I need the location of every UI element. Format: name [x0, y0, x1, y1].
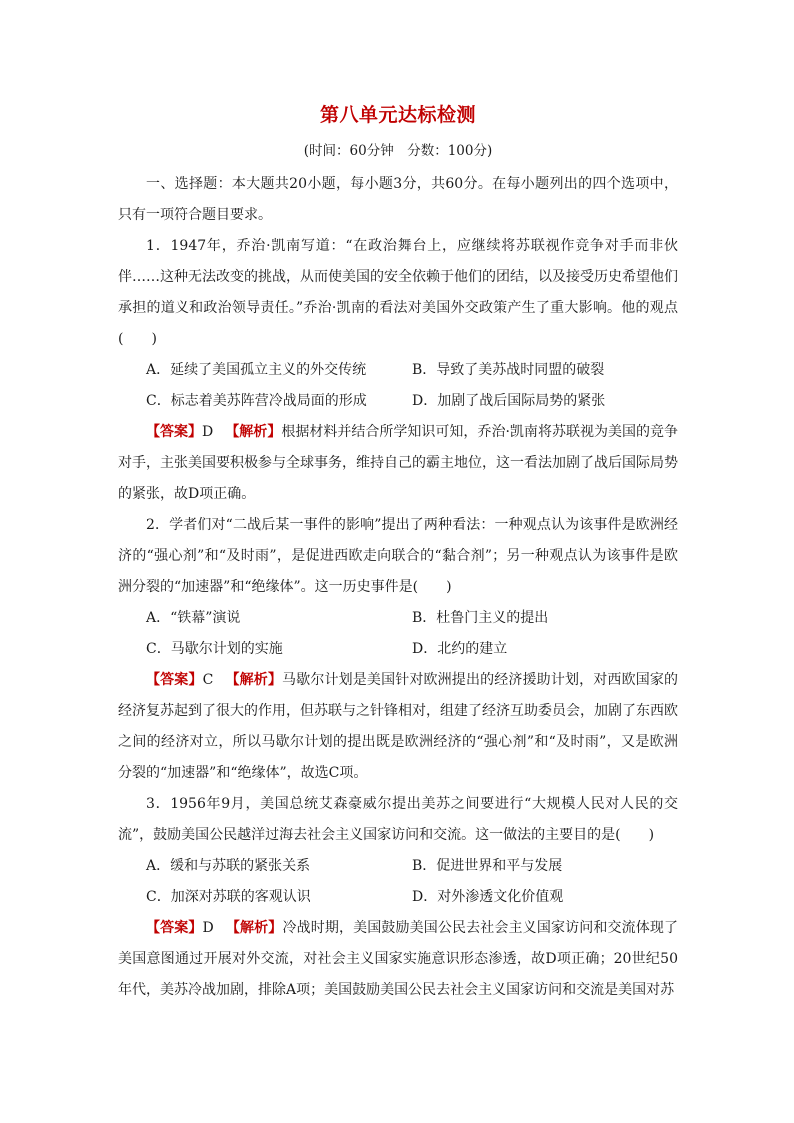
- question-1: [118, 231, 678, 510]
- options: [118, 851, 678, 913]
- answer-label: 【答案】: [146, 672, 203, 688]
- question-2: [118, 510, 678, 789]
- analysis-label: 【解析】: [225, 672, 283, 688]
- answer-label: 【答案】: [146, 920, 203, 936]
- question-stem: 1．1947年，乔治·凯南写道：“在政治舞台上，应继续将苏联视作竞争对手而非伙伴……这种无法改变的挑战，从而使美国的安全依赖于他们的团结，以及接受历史希望他们承担的道义和政治领导责任。”乔治·凯南的看法对美国外交政策产生了重大影响。他的观点( ): [118, 238, 678, 347]
- answer-label: 【答案】: [146, 424, 203, 440]
- answer-block: [118, 913, 678, 1006]
- page-title: 第八单元达标检测: [319, 104, 476, 126]
- option-b: B．导致了美苏战时同盟的破裂: [412, 362, 605, 378]
- question-stem: 3．1956年9月，美国总统艾森豪威尔提出美苏之间要进行“大规模人民对人民的交流”，鼓励美国公民越洋过海去社会主义国家访问和交流。这一做法的主要目的是( ): [118, 796, 678, 843]
- option-a: A．“铁幕”演说: [146, 610, 241, 626]
- analysis-text: 马歇尔计划是美国针对欧洲提出的经济援助计划，对西欧国家的经济复苏起到了很大的作用，但苏联与之针锋相对，组建了经济互助委员会，加剧了东西欧之间的经济对立，所以马歇尔计划的提出既是欧洲经济的“强心剂”和“及时雨”，又是欧洲分裂的“加速器”和“绝缘体”，故选C项。: [118, 672, 679, 781]
- option-c: C．马歇尔计划的实施: [146, 641, 283, 657]
- option-d: D．对外渗透文化价值观: [412, 889, 564, 905]
- options: [118, 603, 678, 665]
- answer-block: [118, 665, 678, 789]
- option-b: B．促进世界和平与发展: [412, 858, 563, 874]
- answer-value: C: [202, 672, 214, 688]
- answer-value: D: [202, 424, 214, 440]
- question-3: [118, 789, 678, 1006]
- option-c: C．加深对苏联的客观认识: [146, 889, 311, 905]
- option-c: C．标志着美苏阵营冷战局面的形成: [146, 393, 367, 409]
- option-a: A．缓和与苏联的紧张关系: [146, 858, 311, 874]
- options: [118, 355, 678, 417]
- analysis-label: 【解析】: [225, 920, 283, 936]
- option-a: A．延续了美国孤立主义的外交传统: [146, 362, 367, 378]
- question-stem: 2．学者们对“二战后某一事件的影响”提出了两种看法：一种观点认为该事件是欧洲经济的“强心剂”和“及时雨”，是促进西欧走向联合的“黏合剂”；另一种观点认为该事件是欧洲分裂的“加速器”和“绝缘体”。这一历史事件是( ): [118, 517, 678, 595]
- analysis-text: 根据材料并结合所学知识可知，乔治·凯南将苏联视为美国的竞争对手，主张美国要积极参与全球事务，维持自己的霸主地位，这一看法加剧了战后国际局势的紧张，故D项正确。: [118, 424, 679, 502]
- exam-info: (时间：60分钟 分数：100分): [303, 143, 493, 159]
- answer-value: D: [202, 920, 214, 936]
- option-d: D．北约的建立: [412, 641, 508, 657]
- document-page: [118, 100, 678, 1006]
- section-intro: 一、选择题：本大题共20小题，每小题3分，共60分。在每小题列出的四个选项中，只有一项符合题目要求。: [118, 176, 678, 223]
- option-b: B．杜鲁门主义的提出: [412, 610, 549, 626]
- answer-block: [118, 417, 678, 510]
- option-d: D．加剧了战后国际局势的紧张: [412, 393, 606, 409]
- analysis-text: 冷战时期，美国鼓励美国公民去社会主义国家访问和交流体现了美国意图通过开展对外交流，对社会主义国家实施意识形态渗透，故D项正确；20世纪50年代，美苏冷战加剧，排除A项；美国鼓励美国公民去社会主义国家访问和交流是美国对苏: [118, 920, 679, 998]
- analysis-label: 【解析】: [225, 424, 282, 440]
